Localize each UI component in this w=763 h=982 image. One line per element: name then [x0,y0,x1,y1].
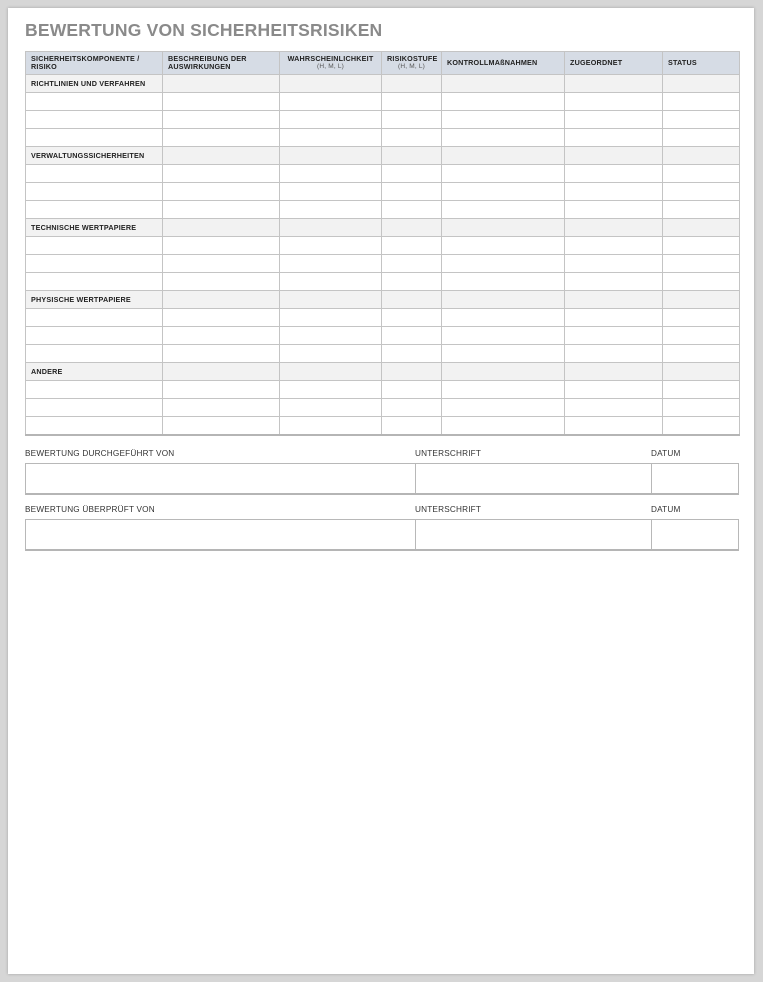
table-cell[interactable] [382,93,442,111]
table-cell[interactable] [663,237,740,255]
section-row [26,363,740,381]
table-cell[interactable] [280,273,382,291]
table-cell[interactable] [382,273,442,291]
table-cell[interactable] [663,399,740,417]
table-cell[interactable] [565,399,663,417]
table-cell[interactable] [26,309,163,327]
table-cell[interactable] [163,327,280,345]
table-cell[interactable] [663,327,740,345]
table-row [26,309,740,327]
section-label: ANDERE [26,363,163,381]
table-cell[interactable] [565,417,663,436]
table-cell[interactable] [382,309,442,327]
header-component: SICHERHEITSKOMPONENTE / RISIKO [26,52,163,75]
table-cell[interactable] [163,219,280,237]
table-cell[interactable] [280,309,382,327]
header-risk-level-label: RISIKOSTUFE [387,53,438,63]
table-cell[interactable] [26,183,163,201]
performed-signature-field[interactable] [415,464,652,493]
table-row [26,237,740,255]
table-cell[interactable] [565,255,663,273]
table-cell[interactable] [663,273,740,291]
table-cell[interactable] [442,255,565,273]
section-row [26,291,740,309]
table-cell[interactable] [26,381,163,399]
table-cell[interactable] [663,75,740,93]
header-description: BESCHREIBUNG DER AUSWIRKUNGEN [163,52,280,75]
table-cell[interactable] [163,345,280,363]
table-cell[interactable] [382,111,442,129]
table-row [26,345,740,363]
table-cell[interactable] [382,399,442,417]
table-cell[interactable] [26,255,163,273]
table-cell[interactable] [280,183,382,201]
table-cell[interactable] [663,165,740,183]
table-cell[interactable] [663,111,740,129]
table-cell[interactable] [163,273,280,291]
table-cell[interactable] [565,381,663,399]
table-cell[interactable] [280,129,382,147]
table-cell[interactable] [442,381,565,399]
document-page [8,8,754,974]
table-cell[interactable] [26,273,163,291]
table-body [26,75,740,436]
table-cell[interactable] [26,201,163,219]
table-cell[interactable] [442,93,565,111]
table-cell[interactable] [280,363,382,381]
table-cell[interactable] [163,183,280,201]
performed-date-field[interactable] [651,464,738,493]
section-label: RICHTLINIEN UND VERFAHREN [26,75,163,93]
table-cell[interactable] [163,93,280,111]
table-cell[interactable] [280,237,382,255]
header-risk-level [382,52,442,75]
table-row [26,111,740,129]
table-row [26,399,740,417]
table-cell[interactable] [565,273,663,291]
table-cell[interactable] [565,291,663,309]
table-cell[interactable] [663,381,740,399]
table-row [26,183,740,201]
table-cell[interactable] [663,255,740,273]
performed-by-field[interactable] [26,464,416,493]
table-cell[interactable] [280,165,382,183]
table-row [26,327,740,345]
table-cell[interactable] [280,147,382,165]
table-cell[interactable] [280,399,382,417]
section-label: PHYSISCHE WERTPAPIERE [26,291,163,309]
table-cell[interactable] [280,75,382,93]
table-cell[interactable] [163,111,280,129]
table-cell[interactable] [280,255,382,273]
table-cell[interactable] [163,147,280,165]
table-cell[interactable] [382,345,442,363]
table-cell[interactable] [163,129,280,147]
section-row [26,219,740,237]
header-likelihood-sub: (H, M, L) [316,63,345,70]
table-cell[interactable] [442,291,565,309]
table-cell[interactable] [26,345,163,363]
section-row [26,147,740,165]
table-cell[interactable] [163,417,280,436]
table-cell[interactable] [565,309,663,327]
table-cell[interactable] [565,93,663,111]
table-cell[interactable] [163,309,280,327]
performed-date-label: DATUM [651,449,681,458]
table-cell[interactable] [280,345,382,363]
table-cell[interactable] [442,363,565,381]
table-cell[interactable] [26,111,163,129]
reviewed-by-label: BEWERTUNG ÜBERPRÜFT VON [25,505,155,514]
table-cell[interactable] [163,75,280,93]
section-label: TECHNISCHE WERTPAPIERE [26,219,163,237]
table-cell[interactable] [26,237,163,255]
table-cell[interactable] [26,165,163,183]
table-cell[interactable] [442,327,565,345]
table-row [26,129,740,147]
reviewed-signature-field[interactable] [415,520,652,549]
table-cell[interactable] [663,219,740,237]
table-cell[interactable] [663,129,740,147]
table-cell[interactable] [280,219,382,237]
table-cell[interactable] [442,165,565,183]
table-row [26,201,740,219]
table-cell[interactable] [442,129,565,147]
table-cell[interactable] [382,75,442,93]
table-row [26,381,740,399]
header-controls: KONTROLLMAßNAHMEN [442,52,565,75]
table-cell[interactable] [663,363,740,381]
header-assigned: ZUGEORDNET [565,52,663,75]
table-cell[interactable] [442,75,565,93]
performed-by-label: BEWERTUNG DURCHGEFÜHRT VON [25,449,175,458]
table-cell[interactable] [565,219,663,237]
table-cell[interactable] [442,111,565,129]
table-cell[interactable] [442,309,565,327]
table-cell[interactable] [565,237,663,255]
table-cell[interactable] [382,327,442,345]
table-cell[interactable] [442,237,565,255]
table-header-row [26,52,740,75]
table-cell[interactable] [26,417,163,436]
table-cell[interactable] [280,327,382,345]
table-row [26,417,740,436]
table-cell[interactable] [565,363,663,381]
table-cell[interactable] [565,75,663,93]
table-cell[interactable] [163,291,280,309]
table-cell[interactable] [442,201,565,219]
table-row [26,93,740,111]
table-cell[interactable] [663,201,740,219]
table-cell[interactable] [382,165,442,183]
table-cell[interactable] [565,327,663,345]
table-cell[interactable] [382,219,442,237]
section-row [26,75,740,93]
table-cell[interactable] [663,309,740,327]
table-cell[interactable] [280,381,382,399]
performed-sign-fields [25,463,739,495]
header-likelihood-label: WAHRSCHEINLICHKEIT [287,53,374,63]
table-cell[interactable] [442,399,565,417]
table-cell[interactable] [163,201,280,219]
header-status: STATUS [663,52,740,75]
table-cell[interactable] [382,291,442,309]
sign-off-reviewed [25,505,739,551]
table-cell[interactable] [565,183,663,201]
table-cell[interactable] [26,399,163,417]
table-cell[interactable] [442,345,565,363]
reviewed-date-label: DATUM [651,505,681,514]
table-cell[interactable] [442,147,565,165]
table-cell[interactable] [280,417,382,436]
table-cell[interactable] [565,111,663,129]
performed-signature-label: UNTERSCHRIFT [415,449,482,458]
table-cell[interactable] [382,417,442,436]
table-cell[interactable] [663,147,740,165]
table-cell[interactable] [280,291,382,309]
table-cell[interactable] [163,255,280,273]
table-cell[interactable] [382,201,442,219]
section-label: VERWALTUNGSSICHERHEITEN [26,147,163,165]
table-cell[interactable] [663,291,740,309]
table-cell[interactable] [382,255,442,273]
table-cell[interactable] [442,417,565,436]
table-cell[interactable] [163,363,280,381]
table-cell[interactable] [663,93,740,111]
table-cell[interactable] [565,129,663,147]
table-cell[interactable] [163,165,280,183]
table-cell[interactable] [442,219,565,237]
table-cell[interactable] [280,93,382,111]
table-cell[interactable] [565,165,663,183]
table-cell[interactable] [280,111,382,129]
reviewed-by-field[interactable] [26,520,416,549]
table-row [26,273,740,291]
risk-assessment-table [25,51,740,436]
document-title: BEWERTUNG VON SICHERHEITSRISIKEN [25,20,383,40]
table-cell[interactable] [663,417,740,436]
table-cell[interactable] [382,363,442,381]
table-cell[interactable] [26,327,163,345]
table-cell[interactable] [663,183,740,201]
table-cell[interactable] [382,381,442,399]
header-risk-level-sub: (H, M, L) [397,63,426,70]
table-cell[interactable] [26,93,163,111]
table-cell[interactable] [565,345,663,363]
table-cell[interactable] [163,381,280,399]
table-cell[interactable] [163,399,280,417]
reviewed-sign-fields [25,519,739,551]
table-cell[interactable] [26,129,163,147]
table-cell[interactable] [565,147,663,165]
table-cell[interactable] [442,183,565,201]
table-cell[interactable] [382,129,442,147]
reviewed-date-field[interactable] [651,520,738,549]
table-row [26,255,740,273]
table-cell[interactable] [280,201,382,219]
table-cell[interactable] [382,147,442,165]
table-cell[interactable] [442,273,565,291]
sign-off-performed [25,449,739,495]
table-cell[interactable] [663,345,740,363]
table-cell[interactable] [163,237,280,255]
table-cell[interactable] [382,183,442,201]
table-row [26,165,740,183]
reviewed-signature-label: UNTERSCHRIFT [415,505,482,514]
header-likelihood [280,52,382,75]
table-cell[interactable] [382,237,442,255]
table-cell[interactable] [565,201,663,219]
